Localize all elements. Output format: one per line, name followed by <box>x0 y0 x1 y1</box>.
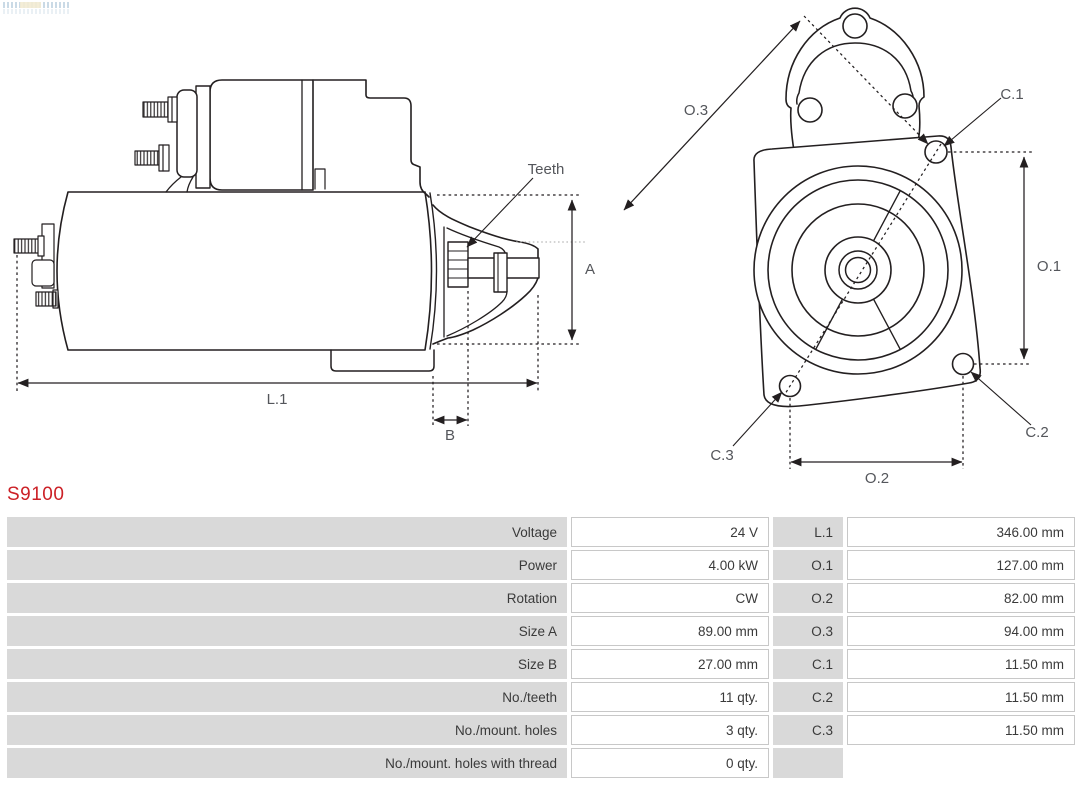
solenoid-bolt-hole <box>798 98 822 122</box>
spec-row-value: 3 qty. <box>571 715 769 745</box>
dim-label-o2: O.2 <box>864 470 890 487</box>
spec-row-label: No./mount. holes <box>7 715 567 745</box>
dim-row-value: 94.00 mm <box>847 616 1075 646</box>
switch-housing <box>313 80 429 197</box>
solenoid-leg <box>187 177 193 192</box>
leader-c3 <box>733 392 782 446</box>
dim-row-label <box>773 748 843 778</box>
dim-label-c2: C.2 <box>1025 424 1049 441</box>
dim-label-l1: L.1 <box>266 391 288 408</box>
teeth-label: Teeth <box>527 161 565 178</box>
spec-table <box>7 517 1075 778</box>
dim-label-b: B <box>444 427 456 444</box>
dim-row-label: C.1 <box>773 649 843 679</box>
dim-row-label: L.1 <box>773 517 843 547</box>
leader-c2 <box>971 372 1031 425</box>
spec-row-value: 24 V <box>571 517 769 547</box>
spec-row-label: No./mount. holes with thread <box>7 748 567 778</box>
spec-row-value: CW <box>571 583 769 613</box>
dim-row-value <box>847 748 1075 778</box>
front-view-drawing <box>754 8 980 406</box>
dim-label-c1: C.1 <box>1000 86 1024 103</box>
side-view-drawing <box>14 80 539 371</box>
spec-row-value: 89.00 mm <box>571 616 769 646</box>
dim-row-value: 82.00 mm <box>847 583 1075 613</box>
spec-row-label: Size A <box>7 616 567 646</box>
shaft-circle <box>846 258 871 283</box>
dim-row-label: O.3 <box>773 616 843 646</box>
part-number: S9100 <box>7 484 65 505</box>
dim-row-value: 346.00 mm <box>847 517 1075 547</box>
solenoid-bolt-hole <box>893 94 917 118</box>
dim-label-o3: O.3 <box>683 102 709 119</box>
terminal-stud <box>14 239 40 253</box>
terminal-stud <box>36 292 56 306</box>
dim-row-label: O.1 <box>773 550 843 580</box>
bell-housing-bottom <box>433 278 538 344</box>
solenoid-leg <box>166 177 181 192</box>
shaft-collar <box>494 253 507 292</box>
dim-row-label: O.2 <box>773 583 843 613</box>
motor-body <box>57 192 432 350</box>
terminal-block <box>32 260 54 286</box>
leader-c1 <box>944 98 1001 146</box>
dim-row-value: 11.50 mm <box>847 682 1075 712</box>
dim-row-value: 127.00 mm <box>847 550 1075 580</box>
bell-inner-bottom <box>447 291 507 336</box>
spec-row-label: Voltage <box>7 517 567 547</box>
bottom-bracket <box>331 350 434 371</box>
spec-row-value: 27.00 mm <box>571 649 769 679</box>
solenoid-body <box>210 80 313 190</box>
dim-row-label: C.2 <box>773 682 843 712</box>
mount-hole-c1 <box>925 141 947 163</box>
terminal-stud <box>135 151 159 165</box>
mount-hole-c2 <box>953 354 974 375</box>
spec-row-label: Power <box>7 550 567 580</box>
spec-row-label: Size B <box>7 649 567 679</box>
spec-row-value: 11 qty. <box>571 682 769 712</box>
dim-label-c3: C.3 <box>710 447 734 464</box>
dim-row-value: 11.50 mm <box>847 715 1075 745</box>
dim-row-label: C.3 <box>773 715 843 745</box>
spec-row-value: 4.00 kW <box>571 550 769 580</box>
dim-row-value: 11.50 mm <box>847 649 1075 679</box>
terminal-stud <box>143 102 168 117</box>
spec-row-label: Rotation <box>7 583 567 613</box>
dim-label-o1: O.1 <box>1036 258 1062 275</box>
solenoid-cap <box>177 90 197 177</box>
pinion-teeth <box>448 242 468 287</box>
spec-row-value: 0 qty. <box>571 748 769 778</box>
dim-label-a: A <box>584 261 596 278</box>
solenoid-top-hole <box>843 14 867 38</box>
solenoid-band <box>196 86 210 188</box>
spec-row-label: No./teeth <box>7 682 567 712</box>
